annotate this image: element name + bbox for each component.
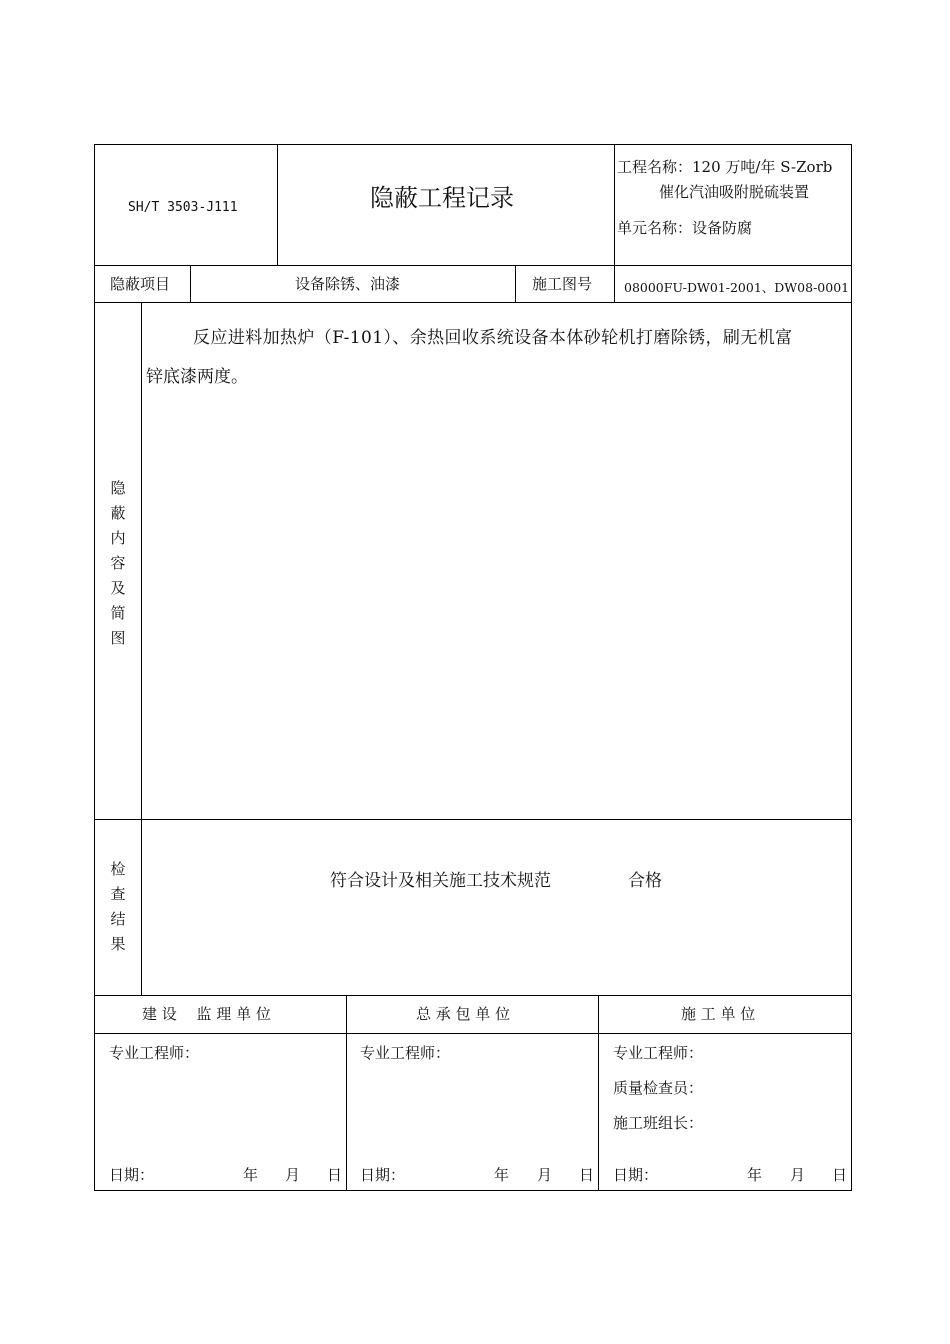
standard-code: SH/T 3503-J111	[128, 200, 238, 215]
check-result-status: 合格	[628, 871, 662, 891]
content-side-char: 内	[110, 529, 126, 547]
date-day: 日	[579, 1166, 595, 1184]
info-divider-2	[515, 265, 516, 303]
check-side-char: 果	[110, 935, 126, 953]
check-side-char: 查	[110, 885, 126, 903]
row-divider-check	[94, 995, 852, 996]
content-side-char: 容	[110, 554, 126, 572]
signature-header-owner-supervisor: 建 设 监 理 单 位	[142, 1005, 271, 1023]
row-divider-content	[94, 819, 852, 820]
date-label: 日期：	[360, 1166, 406, 1184]
date-month: 月	[285, 1166, 301, 1184]
signature-divider-1	[346, 995, 347, 1191]
date-day: 日	[327, 1166, 343, 1184]
check-result-text: 符合设计及相关施工技术规范	[330, 871, 551, 891]
table-top-border	[94, 144, 852, 145]
table-left-border	[94, 144, 95, 1191]
team-leader-label: 施工班组长：	[613, 1114, 704, 1132]
table-bottom-border	[94, 1190, 852, 1191]
signature-divider-2	[598, 995, 599, 1191]
header-divider-2	[614, 144, 615, 266]
content-side-char: 隐	[110, 479, 126, 497]
date-month: 月	[790, 1166, 806, 1184]
quality-inspector-label: 质量检查员：	[613, 1079, 704, 1097]
side-column-divider	[141, 302, 142, 996]
content-side-char: 及	[110, 579, 126, 597]
date-label: 日期：	[613, 1166, 659, 1184]
info-divider-3	[614, 265, 615, 303]
row-divider-header	[94, 265, 852, 266]
hidden-item-value: 设备除锈、油漆	[295, 275, 401, 293]
header-divider-1	[277, 144, 278, 266]
date-year: 年	[243, 1166, 259, 1184]
engineer-label: 专业工程师：	[613, 1044, 704, 1062]
page-title: 隐蔽工程记录	[370, 184, 514, 212]
hidden-item-label: 隐蔽项目	[110, 275, 171, 293]
row-divider-info	[94, 302, 852, 303]
content-side-char: 图	[110, 629, 126, 647]
table-right-border	[851, 144, 852, 1191]
info-divider-1	[190, 265, 191, 303]
content-text-line1: 反应进料加热炉（F-101）、余热回收系统设备本体砂轮机打磨除锈，刷无机富	[193, 328, 793, 348]
content-text-line2: 锌底漆两度。	[146, 367, 248, 387]
engineer-label: 专业工程师：	[109, 1044, 200, 1062]
content-side-char: 蔽	[110, 504, 126, 522]
check-side-char: 检	[110, 860, 126, 878]
project-name-line1: 工程名称：120 万吨/年 S-Zorb	[617, 158, 833, 176]
date-label: 日期：	[109, 1166, 155, 1184]
drawing-number-value: 08000FU-DW01-2001、DW08-0001	[624, 280, 850, 295]
row-divider-signature-header	[94, 1033, 852, 1034]
project-name-line2: 催化汽油吸附脱硫装置	[659, 183, 810, 201]
date-year: 年	[747, 1166, 763, 1184]
engineer-label: 专业工程师：	[360, 1044, 451, 1062]
drawing-number-label: 施工图号	[532, 275, 593, 293]
date-month: 月	[537, 1166, 553, 1184]
check-side-char: 结	[110, 910, 126, 928]
date-day: 日	[832, 1166, 848, 1184]
content-side-char: 简	[110, 604, 126, 622]
content-side-label	[108, 476, 128, 651]
date-year: 年	[494, 1166, 510, 1184]
signature-header-general-contractor: 总 承 包 单 位	[416, 1005, 511, 1023]
check-side-label	[108, 857, 128, 957]
signature-header-construction-unit: 施 工 单 位	[681, 1005, 756, 1023]
unit-name: 单元名称：设备防腐	[617, 219, 753, 237]
